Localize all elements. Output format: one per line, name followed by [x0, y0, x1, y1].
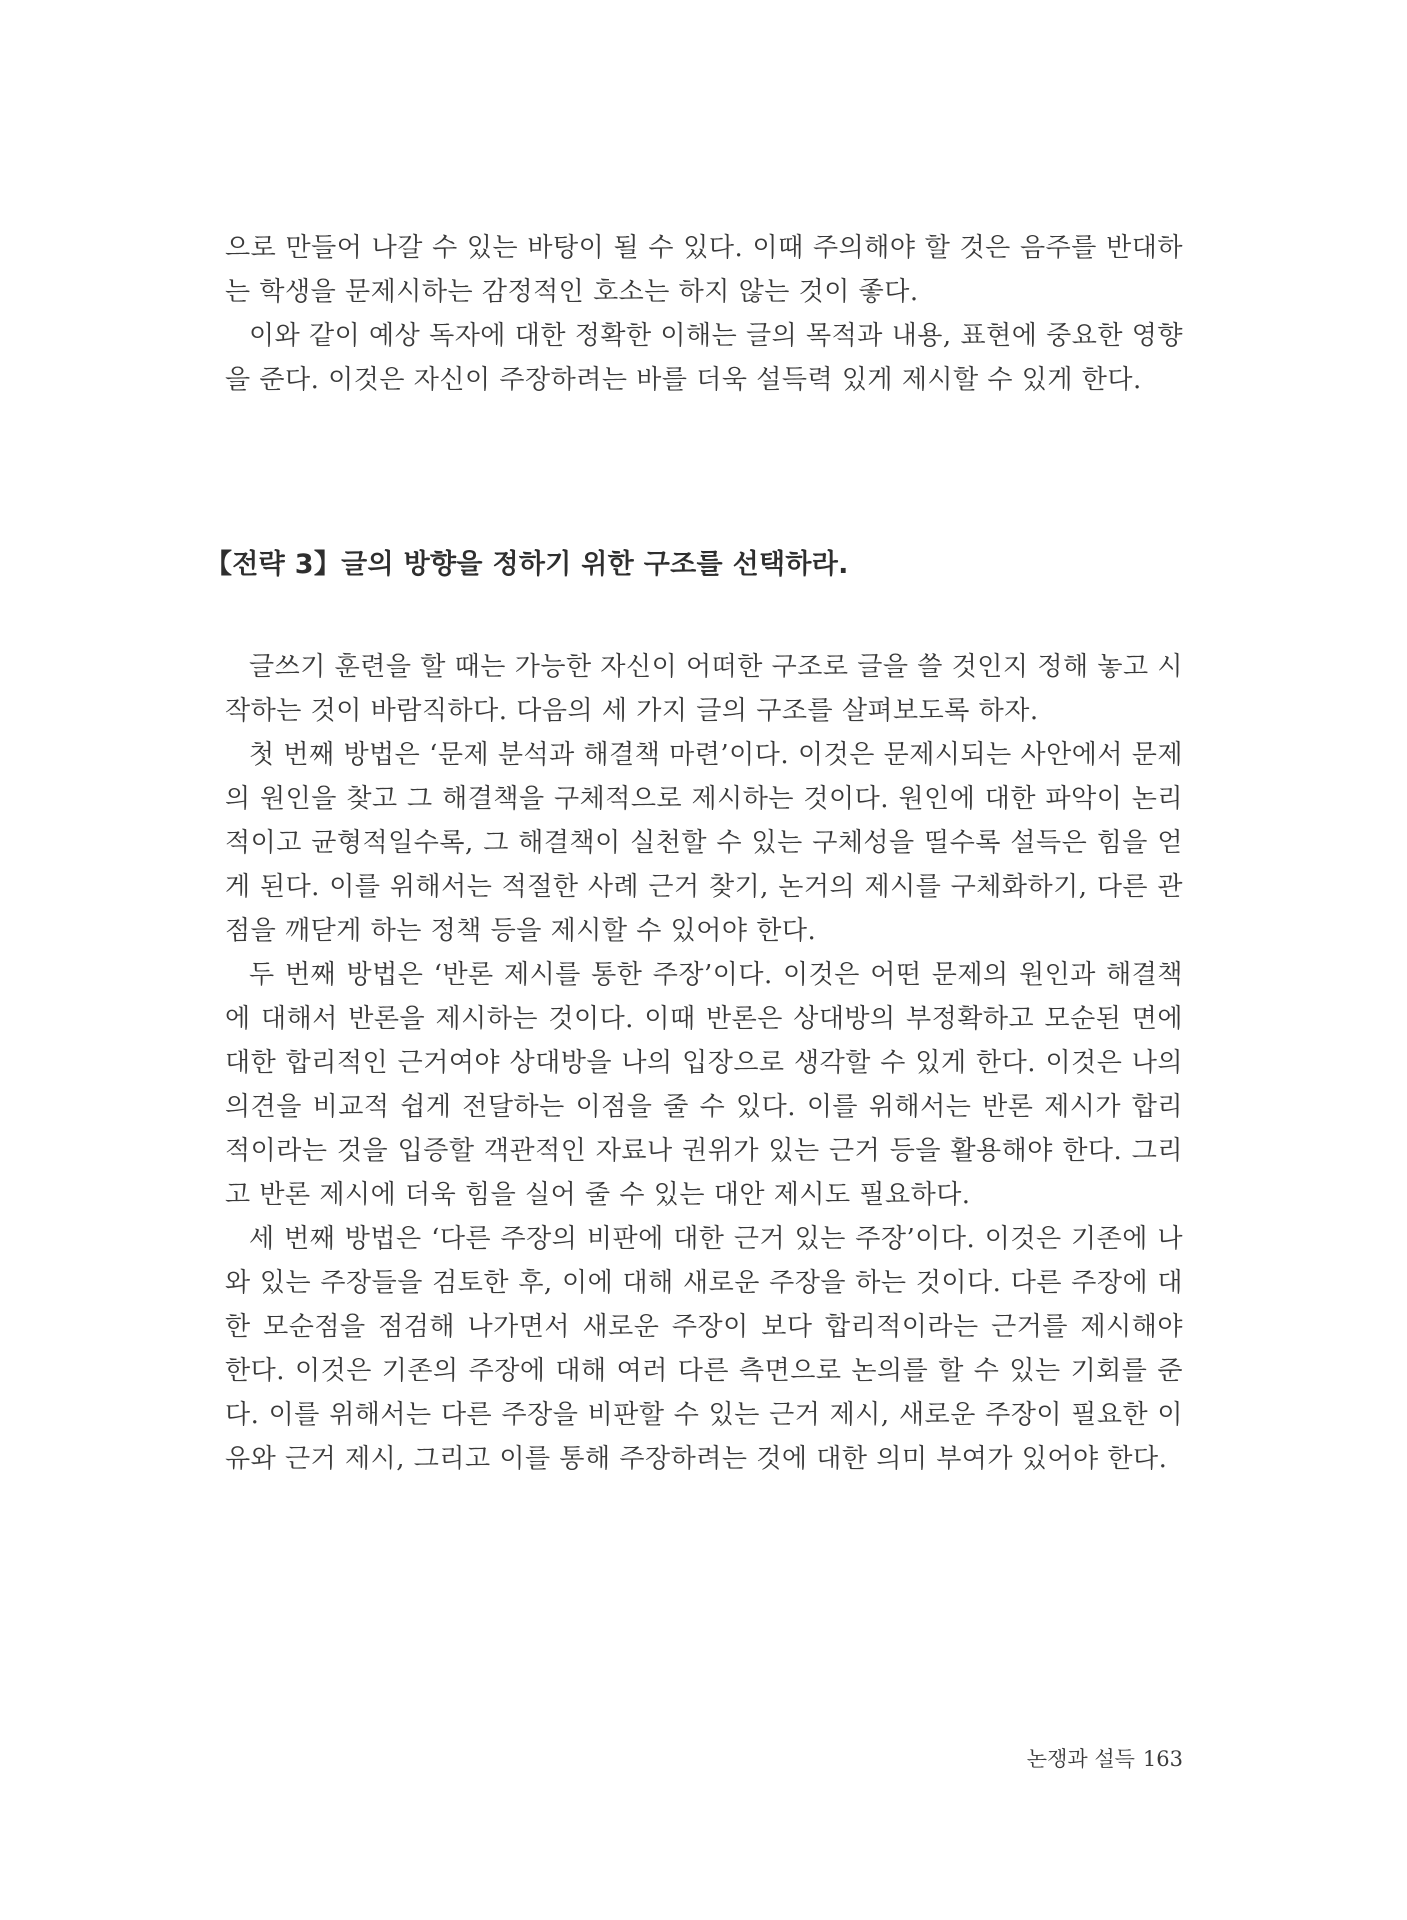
paragraph: 첫 번째 방법은 ‘문제 분석과 해결책 마련’이다. 이것은 문제시되는 사안에서 문제의 원인을 찾고 그 해결책을 구체적으로 제시하는 것이다. 원인에 대한 파악이 논리적이고 균형적일수록, 그 해결책이 실천할 수 있는 구체성을 띨수록 설득은 힘을 얻게 된다. 이를 위해서는 적절한 사례 근거 찾기, 논거의 제시를 구체화하기, 다른 관점을 깨닫게 하는 정책 등을 제시할 수 있어야 한다. [225, 740, 1183, 946]
paragraph: 세 번째 방법은 ‘다른 주장의 비판에 대한 근거 있는 주장’이다. 이것은 기존에 나와 있는 주장들을 검토한 후, 이에 대해 새로운 주장을 하는 것이다. 다른 주장에 대한 모순점을 점검해 나가면서 새로운 주장이 보다 합리적이라는 근거를 제시해야 한다. 이것은 기존의 주장에 대해 여러 다른 측면으로 논의를 할 수 있는 기회를 준다. 이를 위해서는 다른 주장을 비판할 수 있는 근거 제시, 새로운 주장이 필요한 이유와 근거 제시, 그리고 이를 통해 주장하려는 것에 대한 의미 부여가 있어야 한다. [225, 1224, 1183, 1474]
paragraph: 이와 같이 예상 독자에 대한 정확한 이해는 글의 목적과 내용, 표현에 중요한 영향을 준다. 이것은 자신이 주장하려는 바를 더욱 설득력 있게 제시할 수 있게 한다. [225, 321, 1183, 395]
section-heading: 【전략 3】글의 방향을 정하기 위한 구조를 선택하라. [205, 549, 849, 580]
paragraph: 글쓰기 훈련을 할 때는 가능한 자신이 어떠한 구조로 글을 쓸 것인지 정해 놓고 시작하는 것이 바람직하다. 다음의 세 가지 글의 구조를 살펴보도록 하자. [225, 652, 1183, 726]
paragraph-continued: 으로 만들어 나갈 수 있는 바탕이 될 수 있다. 이때 주의해야 할 것은 음주를 반대하는 학생을 문제시하는 감정적인 호소는 하지 않는 것이 좋다. [225, 233, 1183, 307]
top-text-block [225, 226, 1183, 402]
page-number: 163 [1142, 1747, 1183, 1771]
main-text-block [225, 645, 1183, 1481]
running-title: 논쟁과 설득 [1026, 1747, 1135, 1771]
paragraph: 두 번째 방법은 ‘반론 제시를 통한 주장’이다. 이것은 어떤 문제의 원인과 해결책에 대해서 반론을 제시하는 것이다. 이때 반론은 상대방의 부정확하고 모순된 면에 대한 합리적인 근거여야 상대방을 나의 입장으로 생각할 수 있게 한다. 이것은 나의 의견을 비교적 쉽게 전달하는 이점을 줄 수 있다. 이를 위해서는 반론 제시가 합리적이라는 것을 입증할 객관적인 자료나 권위가 있는 근거 등을 활용해야 한다. 그리고 반론 제시에 더욱 힘을 실어 줄 수 있는 대안 제시도 필요하다. [225, 960, 1183, 1210]
page-footer [1027, 1743, 1183, 1773]
